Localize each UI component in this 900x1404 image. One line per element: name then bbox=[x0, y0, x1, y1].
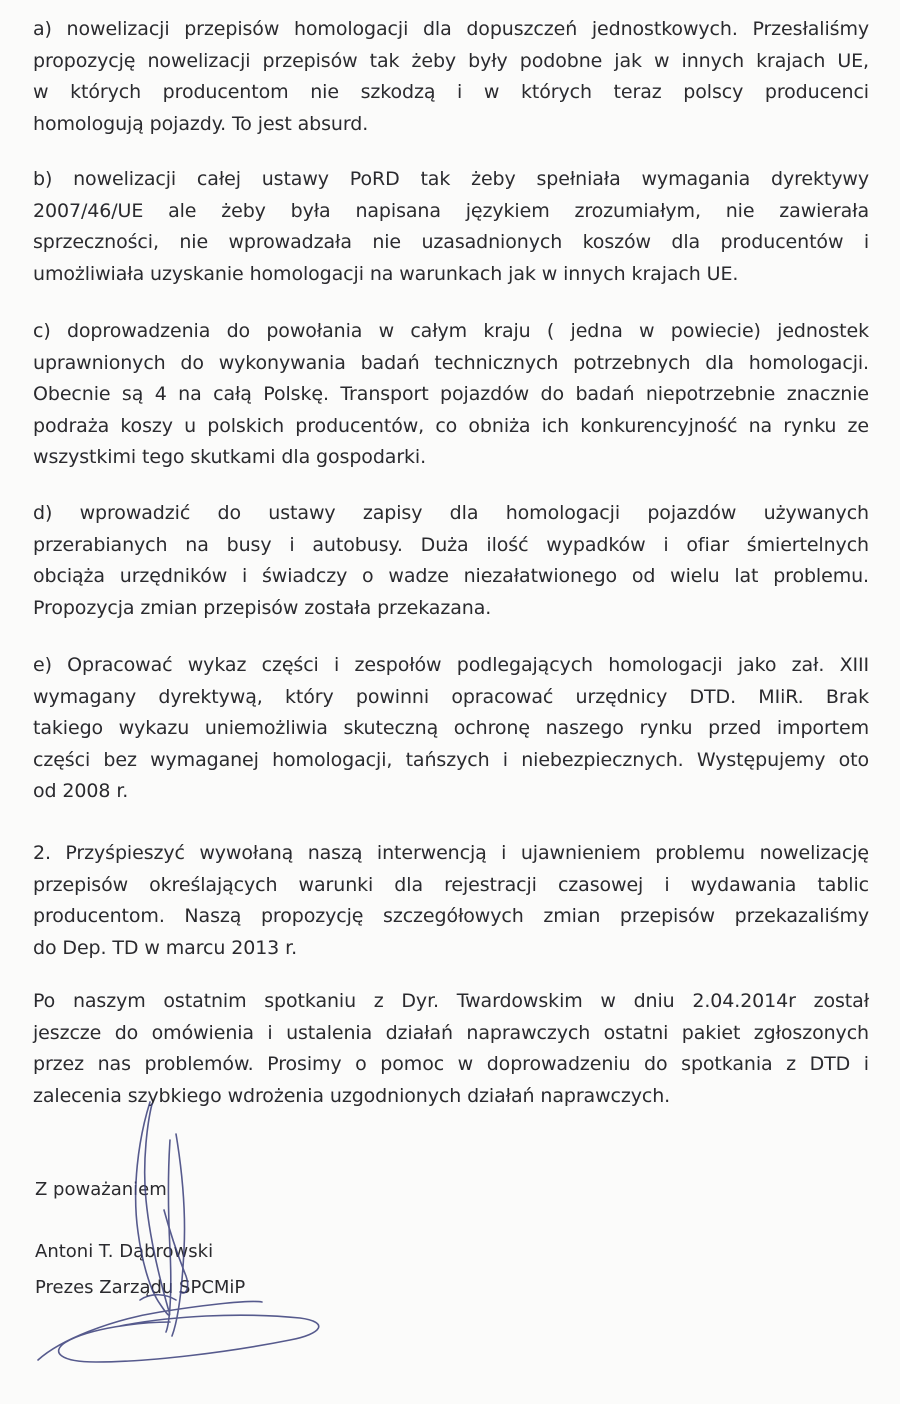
text-line: Po naszym ostatnim spotkaniu z Dyr. Twardowskim w dniu 2.04.2014r został bbox=[33, 990, 869, 1012]
text-line: uprawnionych do wykonywania badań technicznych potrzebnych dla homologacji. bbox=[33, 351, 869, 374]
text-line: obciąża urzędników i świadczy o wadze niezałatwionego od wielu lat problemu. bbox=[33, 565, 869, 587]
paragraph-a bbox=[33, 14, 869, 140]
text-line: przepisów określających warunki dla rejestracji czasowej i wydawania tablic bbox=[33, 873, 869, 896]
text-line: e) Opracować wykaz części i zespołów podlegających homologacji jako zał. XIII bbox=[33, 654, 869, 676]
text-line: podraża koszy u polskich producentów, co obniża ich konkurencyjność na rynku ze bbox=[33, 414, 869, 437]
text-line: umożliwiała uzyskanie homologacji na warunkach jak w innych krajach UE. bbox=[33, 262, 739, 285]
signer-name: Antoni T. Dąbrowski bbox=[35, 1241, 214, 1262]
text-line: części bez wymaganej homologacji, tańszych i niebezpiecznych. Występujemy oto bbox=[33, 748, 869, 771]
text-line: w których producentom nie szkodzą i w których teraz polscy producenci bbox=[33, 81, 869, 103]
text-line: przez nas problemów. Prosimy o pomoc w doprowadzeniu do spotkania z DTD i bbox=[33, 1053, 869, 1075]
text-line: wszystkimi tego skutkami dla gospodarki. bbox=[33, 446, 427, 468]
text-line: jeszcze do omówienia i ustalenia działań naprawczych ostatni pakiet zgłoszonych bbox=[33, 1021, 869, 1044]
text-line: c) doprowadzenia do powołania w całym kraju ( jedna w powiecie) jednostek bbox=[33, 320, 869, 342]
text-line: sprzeczności, nie wprowadzała nie uzasadnionych koszów dla producentów i bbox=[33, 231, 869, 253]
paragraph-e bbox=[33, 650, 869, 808]
signer-title: Prezes Zarządu SPCMiP bbox=[35, 1277, 246, 1298]
paragraph-2 bbox=[33, 838, 869, 964]
text-line: producentom. Naszą propozycję szczegółowych zmian przepisów przekazaliśmy bbox=[33, 905, 869, 927]
text-line: Propozycja zmian przepisów została przekazana. bbox=[33, 596, 492, 619]
text-line: przerabianych na busy i autobusy. Duża ilość wypadków i ofiar śmiertelnych bbox=[33, 533, 869, 556]
paragraph-closing bbox=[33, 986, 869, 1112]
text-line: od 2008 r. bbox=[33, 780, 129, 802]
text-line: b) nowelizacji całej ustawy PoRD tak żeby spełniała wymagania dyrektywy bbox=[33, 168, 869, 190]
text-line: zalecenia szybkiego wdrożenia uzgodnionych działań naprawczych. bbox=[33, 1084, 671, 1107]
text-line: a) nowelizacji przepisów homologacji dla dopuszczeń jednostkowych. Przesłaliśmy bbox=[33, 18, 869, 40]
text-line: do Dep. TD w marcu 2013 r. bbox=[33, 936, 298, 959]
text-line: 2. Przyśpieszyć wywołaną naszą interwencją i ujawnieniem problemu nowelizację bbox=[33, 842, 869, 864]
text-line: 2007/46/UE ale żeby była napisana językiem zrozumiałym, nie zawierała bbox=[33, 199, 869, 222]
text-line: propozycję nowelizacji przepisów tak żeby były podobne jak w innych krajach UE, bbox=[33, 49, 869, 72]
text-line: Obecnie są 4 na całą Polskę. Transport pojazdów do badań niepotrzebnie znacznie bbox=[33, 383, 869, 405]
text-line: wymagany dyrektywą, który powinni opracować urzędnicy DTD. MIiR. Brak bbox=[33, 685, 869, 708]
text-line: homologują pojazdy. To jest absurd. bbox=[33, 112, 369, 135]
paragraph-b bbox=[33, 164, 869, 290]
text-line: d) wprowadzić do ustawy zapisy dla homologacji pojazdów używanych bbox=[33, 502, 869, 524]
paragraph-c bbox=[33, 316, 869, 474]
text-line: takiego wykazu uniemożliwia skuteczną ochronę naszego rynku przed importem bbox=[33, 717, 869, 739]
paragraph-d bbox=[33, 498, 869, 624]
greeting: Z poważaniem bbox=[35, 1179, 167, 1200]
